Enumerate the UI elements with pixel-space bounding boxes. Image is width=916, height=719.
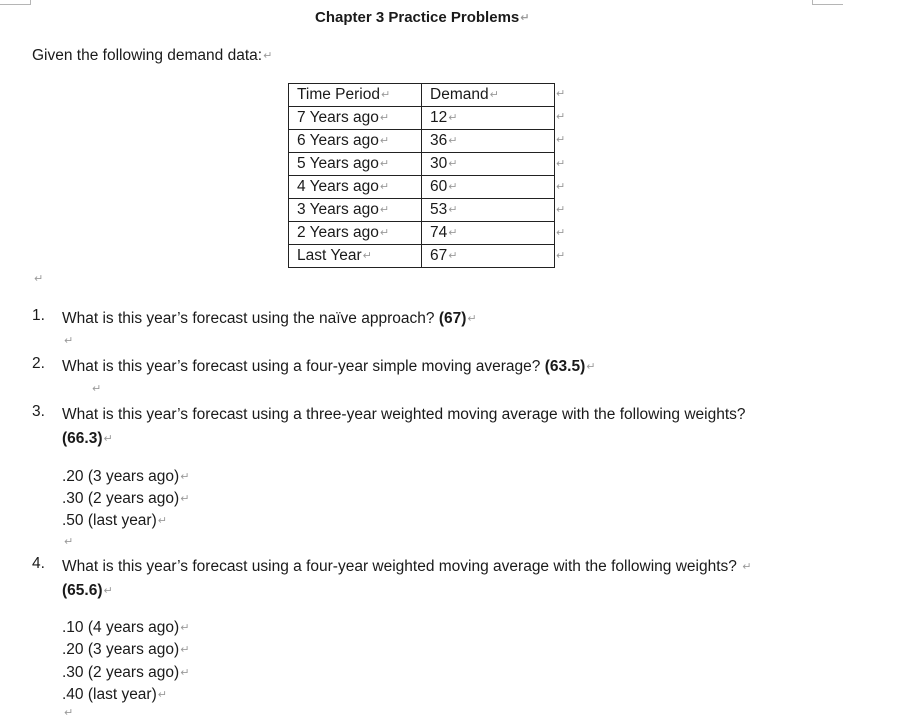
paragraph-mark-icon: ↵ xyxy=(64,707,74,719)
row-end-mark-icon: ↵ xyxy=(556,180,566,193)
page-title: Chapter 3 Practice Problems↵ xyxy=(315,9,530,26)
table-row xyxy=(289,107,555,130)
margin-corner-left xyxy=(0,0,31,5)
table-cell: 30↵ xyxy=(422,153,555,176)
question-text: What is this year’s forecast using a four-year simple moving average? xyxy=(62,358,541,375)
table-cell: 3 Years ago↵ xyxy=(289,199,422,222)
weight-line: .40 (last year)↵ xyxy=(62,686,167,703)
paragraph-mark-icon: ↵ xyxy=(34,273,44,285)
table-cell: 6 Years ago↵ xyxy=(289,130,422,153)
row-end-mark-icon: ↵ xyxy=(556,157,566,170)
weight-line: .20 (3 years ago)↵ xyxy=(62,468,190,485)
question-text: What is this year’s forecast using a four-year weighted moving average with the following weights? xyxy=(62,558,737,575)
table-cell: 2 Years ago↵ xyxy=(289,222,422,245)
question-number: 3. xyxy=(32,403,45,420)
table-cell: 53↵ xyxy=(422,199,555,222)
paragraph-mark-icon: ↵ xyxy=(64,536,74,548)
question-text: What is this year’s forecast using a three-year weighted moving average with the following weights? xyxy=(62,406,746,423)
question-text: What is this year’s forecast using the naïve approach? xyxy=(62,310,435,327)
table-header-cell: Demand↵ xyxy=(422,84,555,107)
table-row xyxy=(289,245,555,268)
table-header-row xyxy=(289,84,555,107)
row-end-mark-icon: ↵ xyxy=(556,203,566,216)
table-cell: 7 Years ago↵ xyxy=(289,107,422,130)
row-end-mark-icon: ↵ xyxy=(556,250,566,263)
weight-line: .20 (3 years ago)↵ xyxy=(62,641,190,658)
table-cell: Last Year↵ xyxy=(289,245,422,268)
weight-line: .10 (4 years ago)↵ xyxy=(62,619,190,636)
question-answer: (66.3) xyxy=(62,430,103,447)
question-answer: (63.5) xyxy=(544,358,586,375)
paragraph-mark-icon: ↵ xyxy=(64,335,74,347)
table-cell: 36↵ xyxy=(422,130,555,153)
table-cell: 12↵ xyxy=(422,107,555,130)
table-row xyxy=(289,176,555,199)
demand-table xyxy=(288,83,555,268)
table-cell: 74↵ xyxy=(422,222,555,245)
table-cell: 4 Years ago↵ xyxy=(289,176,422,199)
paragraph-mark-icon: ↵ xyxy=(520,12,530,24)
table-row xyxy=(289,153,555,176)
question-answer: (67) xyxy=(438,310,467,327)
table-cell: 60↵ xyxy=(422,176,555,199)
row-end-marks xyxy=(556,83,565,269)
paragraph-mark-icon: ↵ xyxy=(263,50,273,62)
row-end-mark-icon: ↵ xyxy=(556,227,566,240)
table-header-cell: Time Period↵ xyxy=(289,84,422,107)
intro-text: Given the following demand data:↵ xyxy=(32,47,273,64)
table-cell: 5 Years ago↵ xyxy=(289,153,422,176)
row-end-mark-icon: ↵ xyxy=(556,88,566,100)
weight-line: .50 (last year)↵ xyxy=(62,512,167,529)
row-end-mark-icon: ↵ xyxy=(556,111,566,124)
weight-line: .30 (2 years ago)↵ xyxy=(62,664,190,681)
margin-corner-right xyxy=(812,0,843,5)
weight-line: .30 (2 years ago)↵ xyxy=(62,490,190,507)
question-answer: (65.6) xyxy=(62,582,103,599)
table-cell: 67↵ xyxy=(422,245,555,268)
table-row xyxy=(289,130,555,153)
question-number: 1. xyxy=(32,307,45,324)
table-row xyxy=(289,222,555,245)
table-row xyxy=(289,199,555,222)
question-number: 4. xyxy=(32,555,45,572)
paragraph-mark-icon: ↵ xyxy=(92,383,102,395)
question-number: 2. xyxy=(32,355,45,372)
row-end-mark-icon: ↵ xyxy=(556,134,566,147)
